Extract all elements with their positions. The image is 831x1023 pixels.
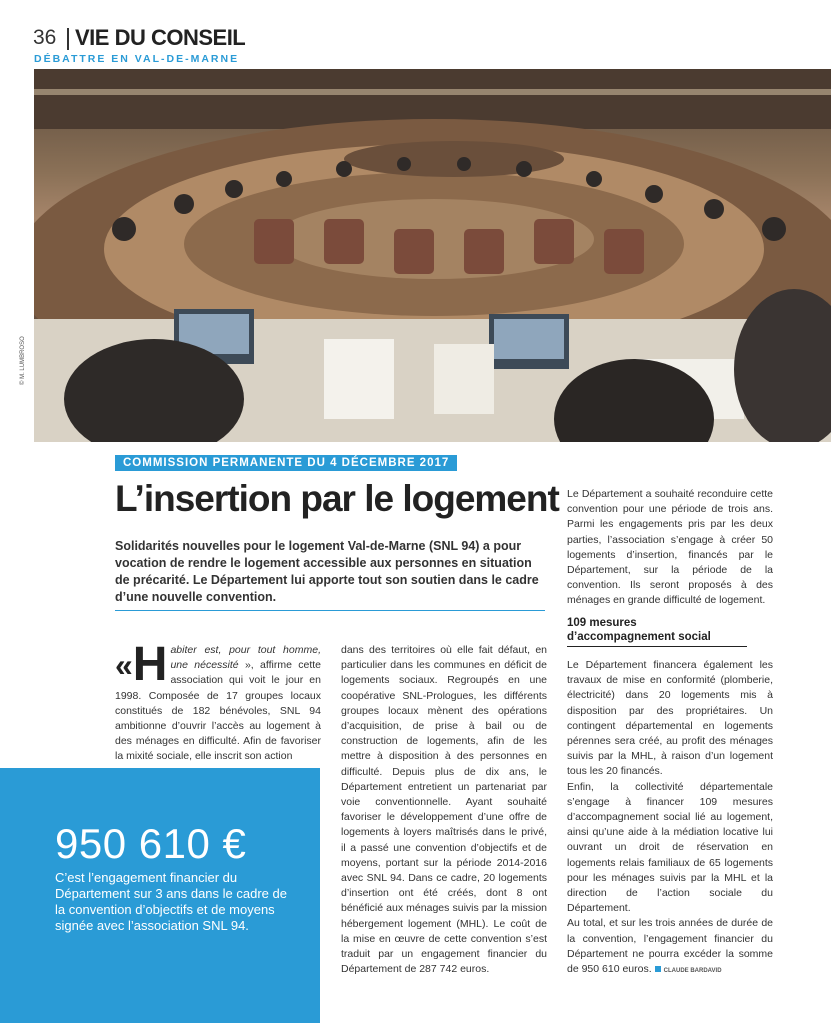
- lead-divider: [115, 610, 545, 611]
- photo-credit: © M. LUMBROSO: [20, 336, 26, 385]
- article-headline: L’insertion par le logement: [115, 478, 559, 519]
- column-1-text: », affirme cette association qui voit le jour en 1998. Composée de 17 groupes locaux constitués de 182 bénévoles, SNL 94 ambitionne d’ouvrir l’accès au logement à des ménages en difficulté. Afin de favoriser la mixité sociale, elle inscrit son action: [115, 659, 321, 763]
- council-chamber-photo: [34, 69, 831, 442]
- paragraph: Au total, et sur les trois années de durée de la convention, l’engagement financier du Département ne pourra excéder la somme de 950 610 euros. CLAUDE BARDAVID: [567, 917, 773, 976]
- section-subtitle: DÉBATTRE EN VAL-DE-MARNE: [34, 53, 240, 65]
- drop-cap: «H: [115, 638, 168, 691]
- article-subhead: 109 mesures d’accompagnement social: [567, 616, 747, 647]
- quote-italic: abiter est, pour tout homme, une nécessité: [170, 644, 321, 672]
- paragraph: Le Département financera également les travaux de mise en conformité (plomberie, électricité) dans 20 logements mis à disposition par des propriétaires. Un contingent départemental en logements pérennes sera créé, au profit des ménages suivis par la MHL, à raison d’un logement tous les 20 financés.: [567, 659, 773, 778]
- signature-marker: [655, 966, 661, 972]
- callout-text: C’est l’engagement financier du Département sur 3 ans dans le cadre de la convention d’objectifs et de moyens signée avec l’association SNL 94.: [55, 870, 287, 933]
- article-kicker: COMMISSION PERMANENTE DU 4 DÉCEMBRE 2017: [115, 455, 457, 471]
- section-title: VIE DU CONSEIL: [75, 25, 246, 50]
- callout-amount: 950 610 €: [55, 820, 247, 867]
- photo-illustration: [34, 69, 831, 442]
- header-divider: [67, 28, 69, 50]
- author-signature: CLAUDE BARDAVID: [663, 968, 722, 975]
- article-column-2: dans des territoires où elle fait défaut, en particulier dans les communes en déficit de logements sociaux. Regroupés en une coopérative SNL-Prologues, les différents groupes locaux mènent des opérations d’acquisition, de prise à bail ou de construction de logements, afin de les mettre à disposition à des personnes en difficulté. Depuis plus de dix ans, le Département entretient un partenariat par voie conventionnelle. Ayant souhaité favoriser le développement d’une offre de logements à loyers maîtrisés dans le privé, il a passé une convention d’objectifs et de moyens, portant sur la période 2014-2016 avec SNL 94. Dans ce cadre, 20 logements d’insertion ont été créés, dont 8 ont bénéficié aux ménages suivis par la mission hébergement logement (MHL). Le coût de la mise en œuvre de cette convention s’est traduit par un engagement financier du Département de 287 742 euros.: [341, 644, 547, 976]
- article-column-1: [115, 638, 321, 765]
- paragraph: Enfin, la collectivité départementale s’engage à financer 109 mesures d’accompagnement social lié au logement, ainsi qu’une aide à la médiation locative lui ouvrant un droit de réservation en logements relais familiaux de 65 logements pour les ménages suivis par la MHL et la direction de l’action sociale du Département.: [567, 780, 773, 915]
- article-lead: Solidarités nouvelles pour le logement Val-de-Marne (SNL 94) a pour vocation de rendre le logement accessible aux personnes en situation de précarité. Le Département lui apporte tout son soutien dans le cadre d’une nouvelle convention.: [115, 539, 539, 604]
- page-number: 36: [33, 26, 57, 49]
- article-column-3-intro: Le Département a souhaité reconduire cette convention pour une période de trois ans. Parmi les engagements pris par les deux parties, l’association s’engage à créer 50 logements d’insertion, financés par le Département, sur la période de la convention. Ils seront proposés à des ménages en grande difficulté de logement.: [567, 488, 773, 607]
- article-column-3: [567, 658, 773, 979]
